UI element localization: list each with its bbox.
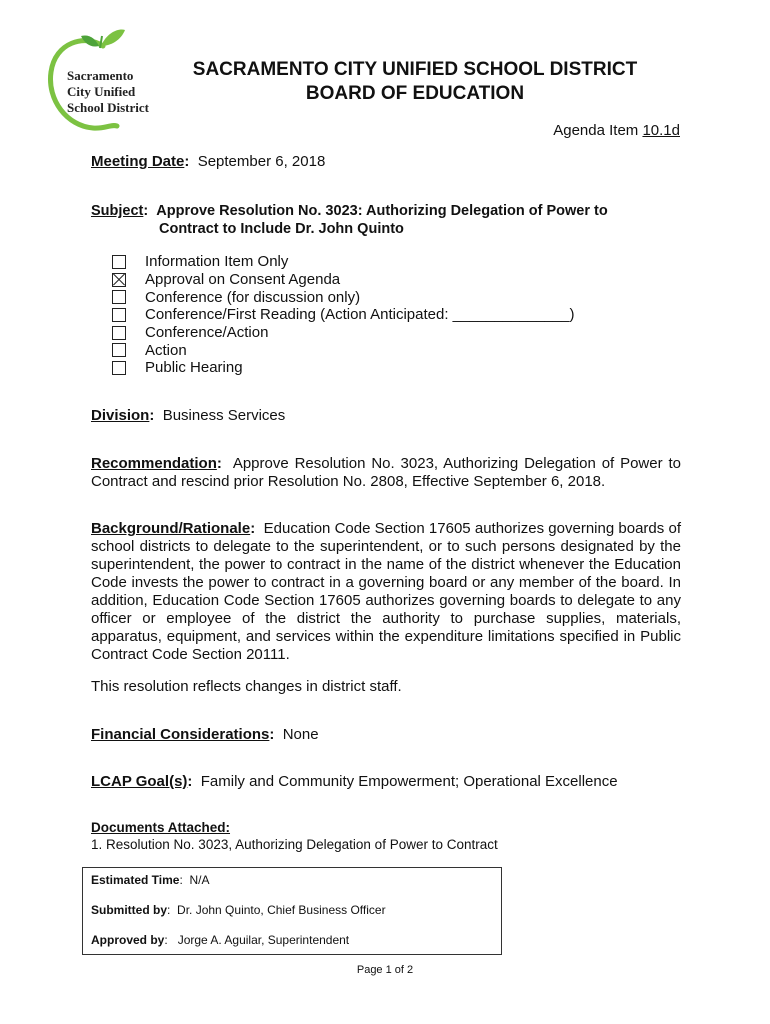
logo-line-1: Sacramento [67, 68, 134, 83]
submitted-by-label: Submitted by [91, 903, 168, 917]
recommendation-text: Approve Resolution No. 3023, Authorizing Delegation of Power to Contract and rescind prior Resolution No. 2808, Effective September 6, 2018. [91, 455, 681, 490]
checklist-item [112, 359, 574, 377]
checkbox-label: Conference (for discussion only) [145, 288, 361, 306]
info-box [82, 867, 502, 955]
financial-value: None [282, 726, 319, 743]
division: Division: Business Services [91, 407, 286, 424]
checkbox [112, 361, 126, 375]
logo-line-2: City Unified [67, 84, 136, 99]
checkbox [112, 326, 126, 340]
background-rationale: Background/Rationale: Education Code Section 17605 authorizes governing boards of school districts to delegate to the superintendent, or to such persons designated by the superintendent, the power to contract in the name of the district whenever the Education Code invests the power to contract in a governing board or any member of the board. In addition, Education Code Section 17605 authorizes governing boards to delegate to any officer or employee of the district the authority to purchase supplies, materials, apparatus, equipment, and services within the expenditure limitations specified in Public Contract Code Section 20111. [91, 520, 681, 663]
meeting-date-value: September 6, 2018 [197, 153, 326, 170]
checklist-item [112, 271, 574, 289]
subject-line-2: Contract to Include Dr. John Quinto [159, 221, 404, 237]
background-note: This resolution reflects changes in district staff. [91, 678, 402, 695]
page-number: Page 1 of 2 [356, 964, 414, 976]
checkbox [112, 255, 126, 269]
checkbox-label: Approval on Consent Agenda [145, 271, 341, 289]
subject: Subject: Approve Resolution No. 3023: Authorizing Delegation of Power to [91, 203, 608, 219]
meeting-date-label: Meeting Date [91, 153, 185, 170]
logo-line-3: School District [67, 100, 149, 115]
recommendation: Recommendation: Approve Resolution No. 3023, Authorizing Delegation of Power to Contract and rescind prior Resolution No. 2808, Effective September 6, 2018. [91, 455, 681, 490]
lcap-value: Family and Community Empowerment; Operational Excellence [200, 773, 618, 790]
checklist-item [112, 253, 574, 271]
checklist-item [112, 341, 574, 359]
recommendation-label: Recommendation [91, 455, 217, 472]
checkbox-label: Information Item Only [145, 253, 289, 271]
checkbox [112, 308, 126, 322]
estimated-time: Estimated Time: N/A [91, 873, 210, 887]
estimated-time-value: N/A [189, 873, 210, 887]
financial-considerations: Financial Considerations: None [91, 726, 319, 743]
page-subtitle: BOARD OF EDUCATION [305, 83, 525, 104]
division-value: Business Services [162, 407, 286, 424]
agenda-item [553, 122, 680, 139]
documents-heading: Documents Attached: [91, 820, 231, 835]
agenda-type-checklist [112, 253, 574, 377]
estimated-time-label: Estimated Time [91, 873, 180, 887]
submitted-by-value: Dr. John Quinto, Chief Business Officer [177, 903, 386, 917]
checkbox-label: Action [145, 341, 187, 359]
checkbox-checked [112, 273, 126, 287]
background-text: Education Code Section 17605 authorizes governing boards of school districts to delegate to the superintendent, or to such persons designated by the superintendent, the power to contract in the name of the district whenever the Education Code invests the power to contract in a governing board or any member of the board. In addition, Education Code Section 17605 authorizes governing boards to delegate to any officer or employee of the district the authority to purchase supplies, materials, apparatus, equipment, and services within the expenditure limitations specified in Public Contract Code Section 20111. [91, 520, 681, 663]
checklist-item [112, 324, 574, 342]
submitted-by: Submitted by: Dr. John Quinto, Chief Business Officer [91, 903, 386, 917]
approved-by: Approved by: Jorge A. Aguilar, Superintendent [91, 933, 350, 947]
background-label: Background/Rationale [91, 520, 251, 537]
checkbox [112, 290, 126, 304]
page-title: SACRAMENTO CITY UNIFIED SCHOOL DISTRICT [192, 59, 638, 80]
subject-label: Subject [91, 203, 144, 219]
document-item: 1. Resolution No. 3023, Authorizing Delegation of Power to Contract [91, 837, 498, 852]
agenda-item-prefix: Agenda Item [553, 122, 643, 139]
checklist-item [112, 288, 574, 306]
checklist-item [112, 306, 574, 324]
lcap-goals: LCAP Goal(s): Family and Community Empowerment; Operational Excellence [91, 773, 618, 790]
checkbox-label: Conference/First Reading (Action Anticipated: ______________) [145, 306, 575, 324]
checkbox-label: Conference/Action [145, 324, 269, 342]
checkbox-label: Public Hearing [145, 359, 243, 377]
checkbox [112, 343, 126, 357]
approved-by-label: Approved by [91, 933, 165, 947]
division-label: Division [91, 407, 150, 424]
financial-label: Financial Considerations [91, 726, 270, 743]
approved-by-value: Jorge A. Aguilar, Superintendent [177, 933, 350, 947]
agenda-item-number: 10.1d [642, 122, 680, 139]
lcap-label: LCAP Goal(s) [91, 773, 188, 790]
subject-line-1: Approve Resolution No. 3023: Authorizing Delegation of Power to [156, 203, 608, 219]
meeting-date: Meeting Date: September 6, 2018 [91, 153, 326, 170]
